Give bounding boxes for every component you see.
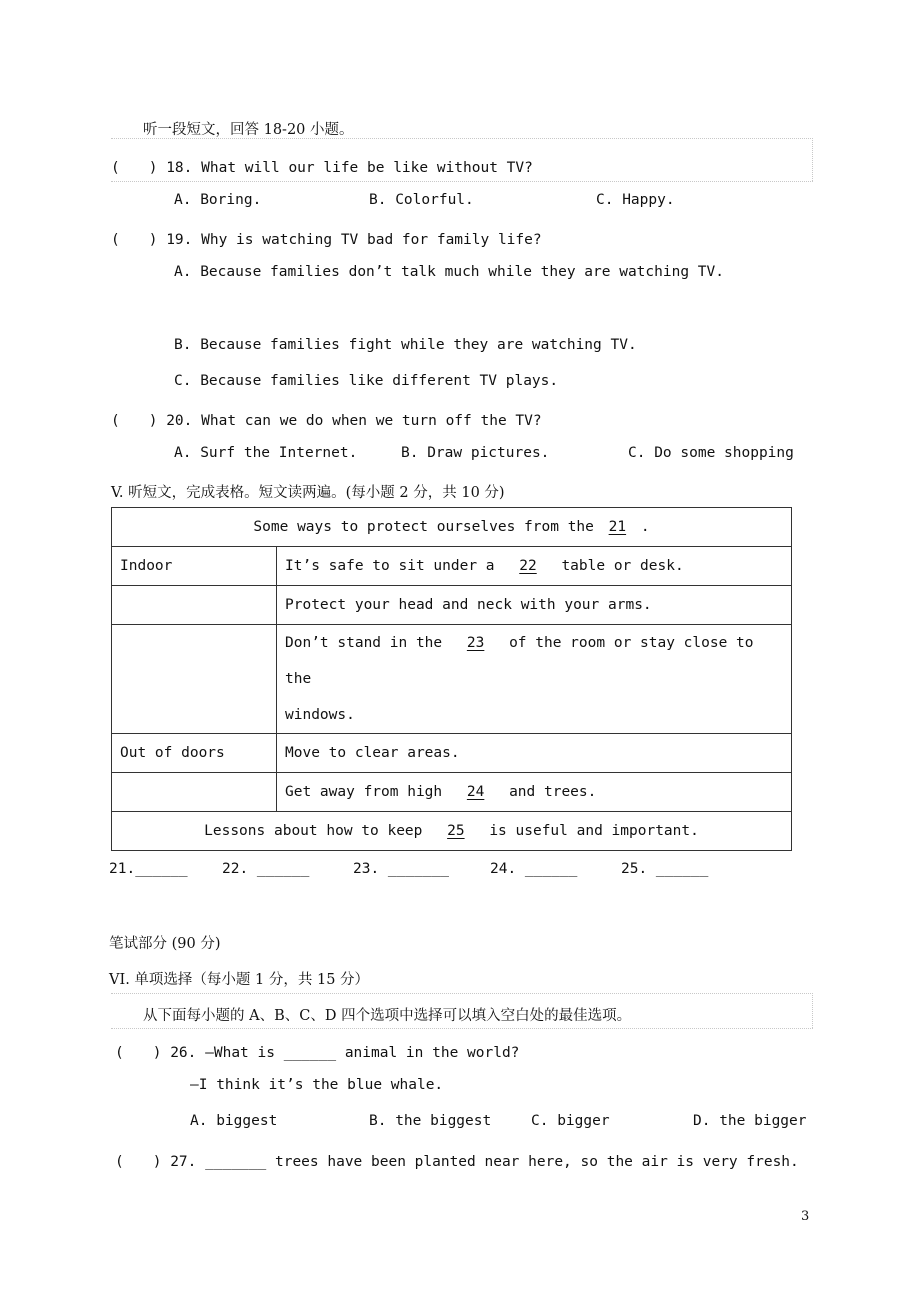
blank-25[interactable]: 25 <box>447 823 465 839</box>
table-footer-cell <box>112 812 792 851</box>
question-20 <box>111 409 542 430</box>
listening-table <box>111 507 792 851</box>
guide-line <box>812 993 813 1028</box>
section-heading: V. 听短文，完成表格。短文读两遍。(每小题 2 分，共 10 分) <box>111 485 505 501</box>
question-18 <box>111 156 533 177</box>
answer-paren[interactable]: ( ) <box>111 160 158 176</box>
option[interactable]: B. Draw pictures. <box>401 445 550 461</box>
question-number: 26. <box>170 1045 197 1061</box>
answer-blank-22[interactable]: 22. ______ <box>222 861 310 877</box>
blank-21[interactable]: 21 <box>608 519 627 535</box>
table-row <box>112 625 792 734</box>
option[interactable]: B. Colorful. <box>369 192 474 208</box>
cell-text: Don’t stand in the <box>285 635 443 651</box>
row-content <box>277 547 792 586</box>
table-row <box>112 547 792 586</box>
guide-line <box>111 993 813 994</box>
page-number: 3 <box>801 1209 810 1224</box>
question-27 <box>115 1150 799 1171</box>
blank-22[interactable]: 22 <box>519 558 537 574</box>
row-label: Indoor <box>112 547 277 586</box>
answer-paren[interactable]: ( ) <box>111 232 158 248</box>
option[interactable]: C. bigger <box>531 1113 610 1129</box>
table-row <box>112 734 792 773</box>
row-label <box>112 586 277 625</box>
answer-blank-24[interactable]: 24. ______ <box>490 861 578 877</box>
row-content: Protect your head and neck with your arms. <box>277 586 792 625</box>
question-number: 18. <box>166 160 193 176</box>
option[interactable]: B. Because families fight while they are watching TV. <box>174 337 637 353</box>
question-text: What will our life be like without TV? <box>201 160 533 176</box>
section-intro: 听一段短文，回答 18-20 小题。 <box>143 122 354 138</box>
blank-24[interactable]: 24 <box>466 784 485 800</box>
question-26 <box>115 1041 519 1062</box>
row-content <box>277 773 792 812</box>
table-row <box>112 812 792 851</box>
cell-text: of the room or stay close to the <box>285 635 754 687</box>
question-line2: —I think it’s the blue whale. <box>190 1077 444 1093</box>
answer-blank-25[interactable]: 25. ______ <box>621 861 709 877</box>
option[interactable]: D. the bigger <box>693 1113 807 1129</box>
cell-text: table or desk. <box>561 558 684 574</box>
option[interactable]: C. Because families like different TV plays. <box>174 373 559 389</box>
cell-text: Some ways to protect ourselves from the <box>253 519 594 535</box>
table-row <box>112 586 792 625</box>
cell-text: . <box>640 519 650 535</box>
option[interactable]: A. biggest <box>190 1113 278 1129</box>
section-instruction: 从下面每小题的 A、B、C、D 四个选项中选择可以填入空白处的最佳选项。 <box>143 1008 632 1024</box>
blank-23[interactable]: 23 <box>466 635 485 651</box>
answer-paren[interactable]: ( ) <box>115 1154 162 1170</box>
option[interactable]: C. Do some shopping <box>628 445 794 461</box>
table-row <box>112 508 792 547</box>
option[interactable]: A. Surf the Internet. <box>174 445 358 461</box>
cell-text: It’s safe to sit under a <box>285 558 495 574</box>
question-number: 20. <box>166 413 193 429</box>
question-text: What can we do when we turn off the TV? <box>201 413 542 429</box>
cell-text: and trees. <box>509 784 597 800</box>
row-label <box>112 625 277 734</box>
cell-text: is useful and important. <box>489 823 699 839</box>
section-heading: VI. 单项选择（每小题 1 分，共 15 分） <box>109 972 370 988</box>
option[interactable]: A. Boring. <box>174 192 262 208</box>
question-text: Why is watching TV bad for family life? <box>201 232 542 248</box>
answer-paren[interactable]: ( ) <box>115 1045 162 1061</box>
option[interactable]: B. the biggest <box>369 1113 492 1129</box>
row-content <box>277 625 792 734</box>
answer-blank-21[interactable]: 21.______ <box>109 861 188 877</box>
guide-line <box>812 138 813 181</box>
cell-text: Get away from high <box>285 784 443 800</box>
written-heading: 笔试部分 (90 分) <box>109 936 221 952</box>
question-text: _______ trees have been planted near here, so the air is very fresh. <box>205 1154 799 1170</box>
question-19 <box>111 228 542 249</box>
table-row <box>112 773 792 812</box>
answer-blank-23[interactable]: 23. _______ <box>353 861 450 877</box>
option[interactable]: C. Happy. <box>596 192 675 208</box>
question-text: —What is ______ animal in the world? <box>205 1045 520 1061</box>
table-title-cell <box>112 508 792 547</box>
answer-paren[interactable]: ( ) <box>111 413 158 429</box>
row-content: Move to clear areas. <box>277 734 792 773</box>
guide-line <box>111 1028 813 1029</box>
cell-text: Lessons about how to keep <box>204 823 423 839</box>
row-label <box>112 773 277 812</box>
question-number: 27. <box>170 1154 197 1170</box>
option[interactable]: A. Because families don’t talk much while they are watching TV. <box>174 264 724 280</box>
guide-line <box>111 181 813 182</box>
row-label: Out of doors <box>112 734 277 773</box>
question-number: 19. <box>166 232 193 248</box>
cell-text: windows. <box>285 707 355 723</box>
